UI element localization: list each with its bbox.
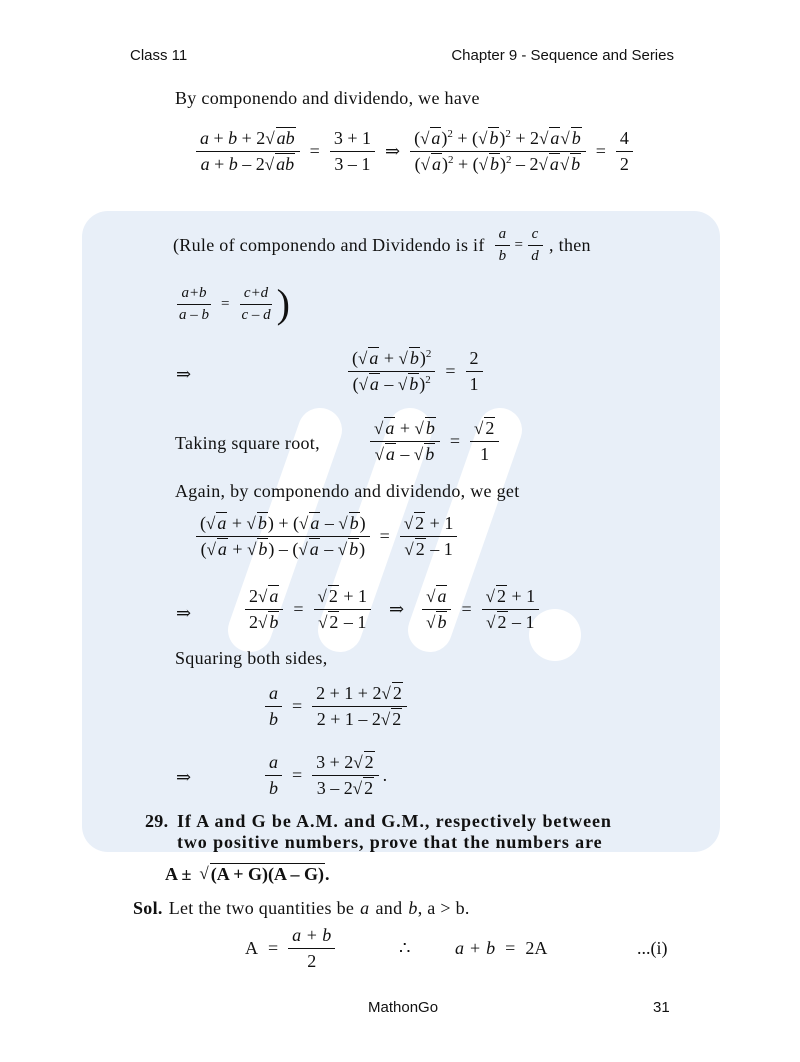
equation-squares: $\frac{(√ a + √ b)^2}{(√ a - √ b)^2}$ = $\frac{2}{1}$	[348, 348, 483, 395]
implies-symbol: ⇒	[384, 141, 401, 161]
question-number: 29.	[145, 811, 169, 831]
again-text: Again, by componendo and dividendo, we get	[175, 481, 520, 501]
therefore-symbol: ∴	[399, 938, 411, 958]
equation-label: ...(i)	[637, 938, 668, 958]
intro-text: By componendo and dividendo, we have	[175, 88, 480, 108]
page-number: 31	[653, 999, 670, 1016]
implies-symbol: ⇒	[176, 364, 192, 384]
question-answer: A ± √ (A + G)(A – G) .	[165, 863, 330, 884]
rule-suffix: , then	[549, 235, 591, 255]
solution-var-a: a	[360, 898, 370, 918]
solution-text: Let the two quantities be	[168, 898, 355, 918]
footer-brand: MathonGo	[368, 999, 439, 1016]
answer-radicand: (A + G)(A – G)	[210, 864, 324, 884]
rule-prefix: (Rule of componendo and Dividendo is if	[173, 235, 485, 255]
equation-final: $\frac{a}{b}$ = $\frac{3 + 2√ 2}{3 - 2√ 2}$ .	[265, 752, 387, 799]
solution-condition: , a > b.	[417, 898, 470, 918]
header-chapter: Chapter 9 - Sequence and Series	[451, 47, 674, 64]
implies-symbol: ⇒	[389, 599, 405, 619]
implies-symbol: ⇒	[176, 603, 192, 623]
answer-suffix: .	[324, 863, 330, 884]
implies-symbol: ⇒	[176, 767, 192, 787]
equation-am: A = $\frac{a + b}{2}$	[245, 925, 335, 972]
rule-line: (Rule of componendo and Dividendo is if $\frac{a}{b}$ = $\frac{c}{d}$ , then	[173, 226, 591, 264]
equation-sum: a + b = 2A	[455, 938, 548, 958]
equation-squared: $\frac{a}{b}$ = $\frac{2 + 1 + 2√ 2}{2 + 1 - 2√ 2}$	[265, 683, 407, 730]
header-class: Class 11	[130, 47, 188, 64]
squaring-text: Squaring both sides,	[175, 648, 328, 668]
answer-prefix: A ±	[165, 863, 192, 884]
equation-ratio: $\frac{2√ a}{2√ b}$ = $\frac{√ 2 + 1}{√ 2 - 1}$ ⇒ $\frac{√ a}{√ b}$ = $\frac{√ 2 + 1}{√ 2 - 1}$	[245, 586, 539, 633]
question-line-1: If A and G be A.M. and G.M., respectively between	[177, 811, 612, 831]
question-line-2: two positive numbers, prove that the numbers are	[177, 832, 603, 852]
equation-componendo-1: $\frac{a + b + 2√ ab}{a + b - 2√ ab}$ = $\frac{3 + 1}{3 - 1}$ ⇒ $\frac{(√ a)^2 + (√ b)^2 + 2√ a√ b}{(√ a)^2 + (√ b)^2 - 2√ a√ b}$ = $\frac{4}{2}$	[196, 128, 633, 175]
equation-componendo-2: $\frac{(√ a + √ b) + (√ a - √ b)}{(√ a + √ b) - (√ a - √ b)}$ = $\frac{√ 2 + 1}{√ 2 - 1}$	[196, 513, 457, 560]
solution-label: Sol.	[133, 898, 163, 918]
rule-equation: $\frac{a+b}{a - b}$ = $\frac{c+d}{c - d}$ )	[179, 281, 290, 326]
solution-var-b: b	[408, 898, 418, 918]
solution-and: and	[375, 898, 403, 918]
taking-sqrt-text: Taking square root,	[175, 433, 320, 453]
equation-sqrt: $\frac{√ a + √ b}{√ a - √ b}$ = $\frac{√ 2}{1}$	[370, 418, 499, 465]
solution-line	[133, 898, 470, 919]
